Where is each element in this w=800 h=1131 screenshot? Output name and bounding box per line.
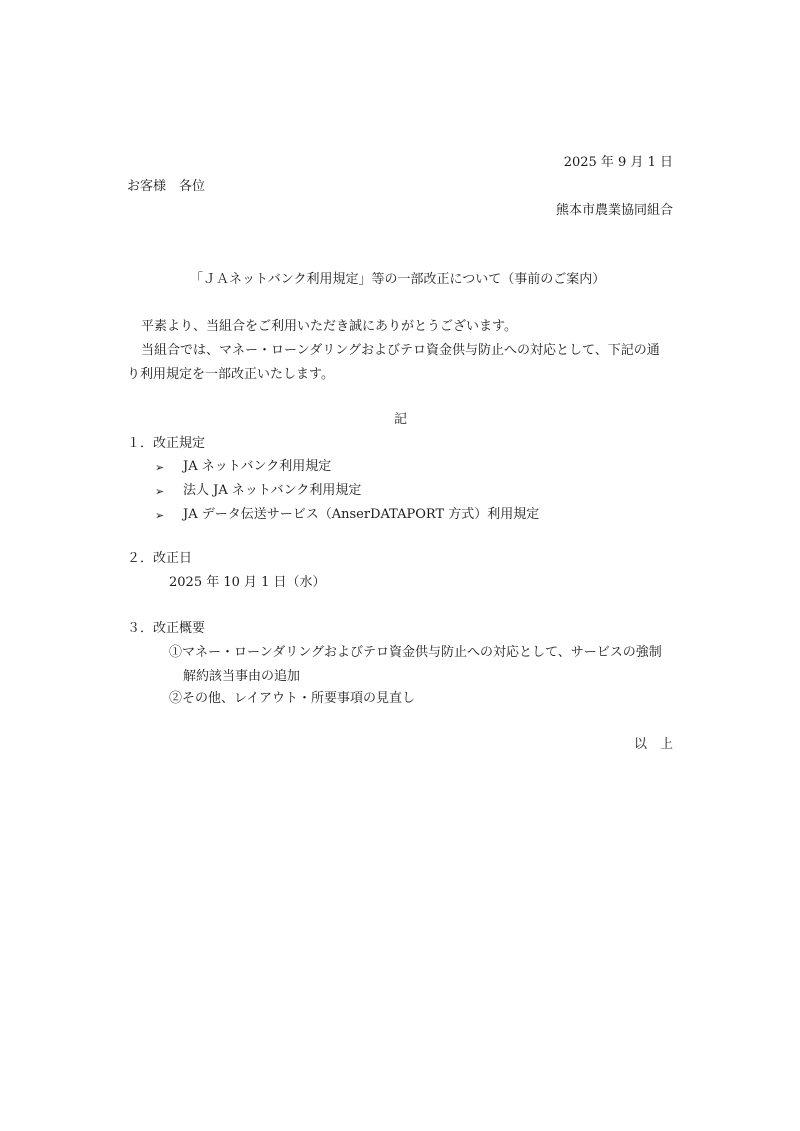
summary-item-2: ②その他、レイアウト・所要事項の見直し	[169, 691, 415, 706]
section-1-heading: １．改正規定	[127, 436, 206, 451]
closing-mark: 以 上	[633, 737, 673, 752]
sender-organization: 熊本市農業協同組合	[555, 203, 673, 218]
revision-date: 2025 年 10 月 1 日（水）	[169, 575, 326, 590]
section-1-item-3: JA データ伝送サービス（AnserDATAPORT 方式）利用規定	[183, 507, 540, 522]
document-date: 2025 年 9 月 1 日	[563, 155, 673, 170]
summary-item-1-line-1: ①マネー・ローンダリングおよびテロ資金供与防止への対応として、サービスの強制	[169, 645, 662, 660]
recipient: お客様 各位	[127, 179, 206, 194]
bullet-arrow-icon: ➢	[155, 509, 165, 522]
section-1-item-2: 法人 JA ネットバンク利用規定	[183, 483, 362, 498]
bullet-arrow-icon: ➢	[155, 485, 165, 498]
body-paragraph-line-2: 当組合では、マネー・ローンダリングおよびテロ資金供与防止への対応として、下記の通	[141, 343, 660, 358]
summary-item-1-line-2: 解約該当事由の追加	[183, 669, 301, 684]
body-paragraph-line-3: り利用規定を一部改正いたします。	[127, 367, 334, 382]
section-1-item-1: JA ネットバンク利用規定	[183, 459, 332, 474]
ki-heading: 記	[394, 412, 408, 427]
body-paragraph-line-1: 平素より、当組合をご利用いただき誠にありがとうございます。	[141, 319, 517, 334]
section-2-heading: ２．改正日	[127, 551, 193, 566]
document-title: 「ＪＡネットバンク利用規定」等の一部改正について（事前のご案内）	[190, 272, 606, 287]
section-3-heading: ３．改正概要	[127, 621, 206, 636]
bullet-arrow-icon: ➢	[155, 461, 165, 474]
